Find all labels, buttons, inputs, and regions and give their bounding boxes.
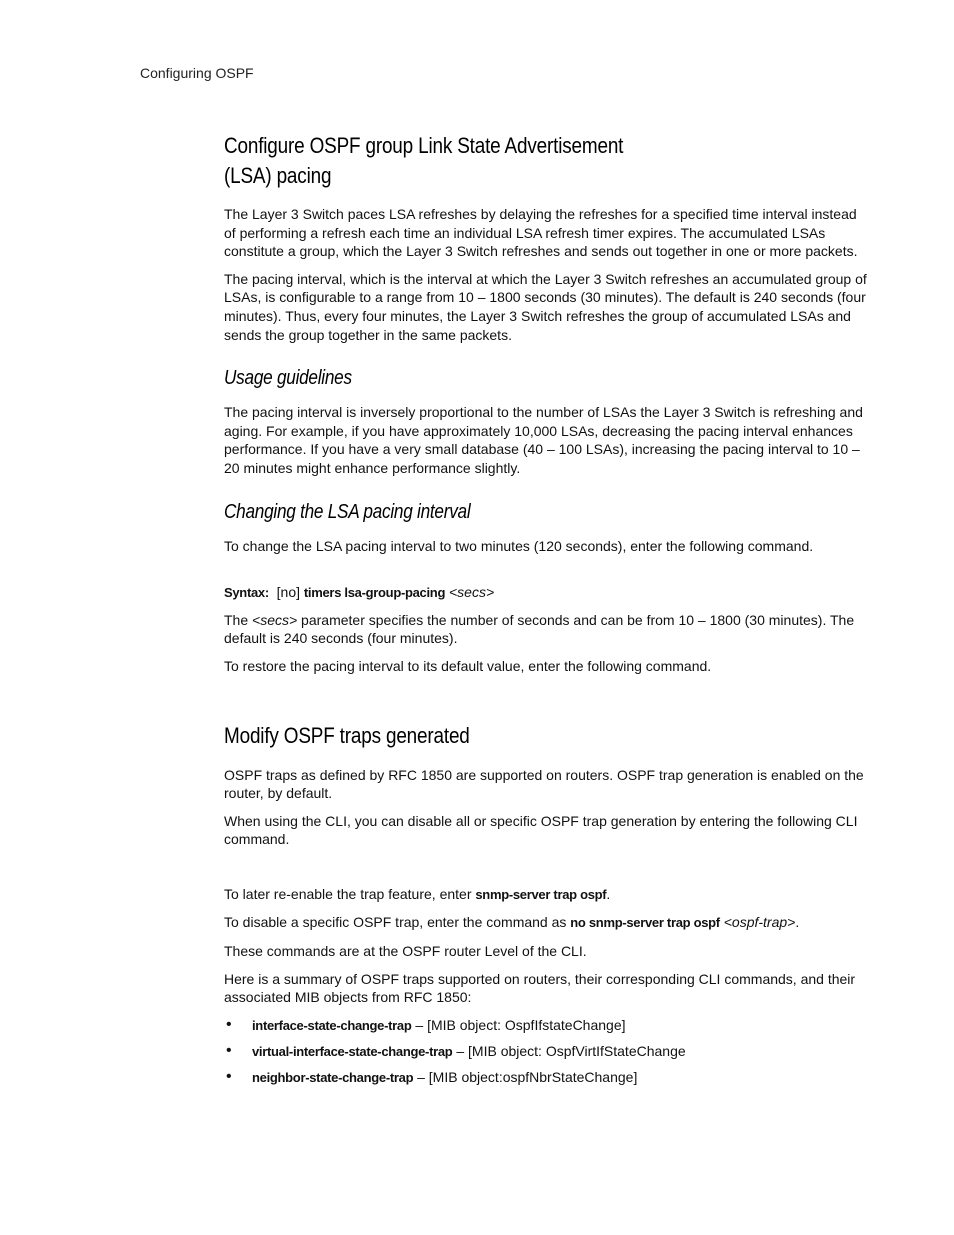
trap-command: interface-state-change-trap [252,1017,412,1033]
secs-parameter-paragraph [224,611,872,648]
reenable-pre: To later re-enable the trap feature, enter [224,885,472,902]
traps-summary-paragraph: Here is a summary of OSPF traps supported on routers, their corresponding CLI commands, and their associated MIB objects from RFC 1850: [224,970,856,1006]
reenable-command: snmp-server trap ospf [475,886,607,902]
syntax-label: Syntax: [224,585,269,601]
disable-command: no snmp-server trap ospf [570,915,720,931]
trap-command: virtual-interface-state-change-trap [252,1043,453,1059]
disable-paragraph [224,913,872,933]
trap-description: – [MIB object: OspfVirtIfStateChange [456,1042,686,1059]
list-item [224,1016,872,1036]
section-title-line-2: (LSA) pacing [224,163,332,188]
command-example-space [224,685,872,721]
command-example-space-2 [224,858,872,885]
restore-paragraph: To restore the pacing interval to its default value, enter the following command. [224,657,712,674]
page-content [224,131,872,1094]
section-title-line-1: Configure OSPF group Link State Advertisement [224,133,624,158]
bullet-icon: • [226,1041,232,1059]
reenable-post: . [606,885,611,902]
traps-paragraph-2: When using the CLI, you can disable all or specific OSPF trap generation by entering the following CLI command. [224,812,858,848]
changing-interval-heading: Changing the LSA pacing interval [224,500,471,523]
param-text: parameter specifies the number of seconds and can be from 10 – 1800 (30 minutes). The default is 240 seconds (four minutes). [224,611,855,647]
param-pre: The [224,611,249,628]
disable-argument: <ospf-trap> [723,914,796,931]
list-item [224,1042,872,1062]
bullet-icon: • [226,1015,232,1033]
trap-description: – [MIB object:ospfNbrStateChange] [417,1069,638,1086]
trap-description: – [MIB object: OspfIfstateChange] [415,1016,626,1033]
lsa-paragraph-2: The pacing interval, which is the interval at which the Layer 3 Switch refreshes an accumulated group of LSAs, is configurable to a range from 10 – 1800 seconds (30 minutes). The default is 240 seconds (four minutes). Thus, every four minutes, the Layer 3 Switch refreshes the group of accumulated LSAs and sends the group together in the same packets. [224,270,867,343]
bullet-icon: • [226,1068,232,1086]
syntax-argument: <secs> [448,584,495,601]
syntax-line [224,583,872,603]
disable-post: . [795,914,800,931]
section-title-lsa-pacing [224,131,870,191]
trap-command: neighbor-state-change-trap [252,1070,414,1086]
reenable-paragraph [224,885,872,905]
list-item [224,1068,872,1088]
param-arg: <secs> [252,611,298,628]
running-head: Configuring OSPF [140,65,254,81]
disable-pre: To disable a specific OSPF trap, enter the command as [224,914,567,931]
traps-list [224,1016,872,1088]
syntax-no-option: [no] [276,584,301,601]
section-title-ospf-traps: Modify OSPF traps generated [224,722,470,748]
syntax-command: timers lsa-group-pacing [303,585,446,601]
usage-guidelines-heading: Usage guidelines [224,367,352,390]
lsa-paragraph-1: The Layer 3 Switch paces LSA refreshes by delaying the refreshes for a specified time interval instead of performing a refresh each time an individual LSA refresh timer expires. The accumulated LSAs constitute a group, which the Layer 3 Switch refreshes and sends out together in one or more packets. [224,206,858,260]
usage-paragraph: The pacing interval is inversely proportional to the number of LSAs the Layer 3 Switch is refreshing and aging. For example, if you have approximately 10,000 LSAs, decreasing the pacing interval enhances performance. If you have a very small database (40 – 100 LSAs), increasing the pacing interval to 10 – 20 minutes might enhance performance slightly. [224,404,863,476]
cli-level-paragraph: These commands are at the OSPF router Level of the CLI. [224,943,587,960]
traps-paragraph-1: OSPF traps as defined by RFC 1850 are supported on routers. OSPF trap generation is enabled on the router, by default. [224,766,864,802]
changing-paragraph: To change the LSA pacing interval to two minutes (120 seconds), enter the following command. [224,537,814,554]
